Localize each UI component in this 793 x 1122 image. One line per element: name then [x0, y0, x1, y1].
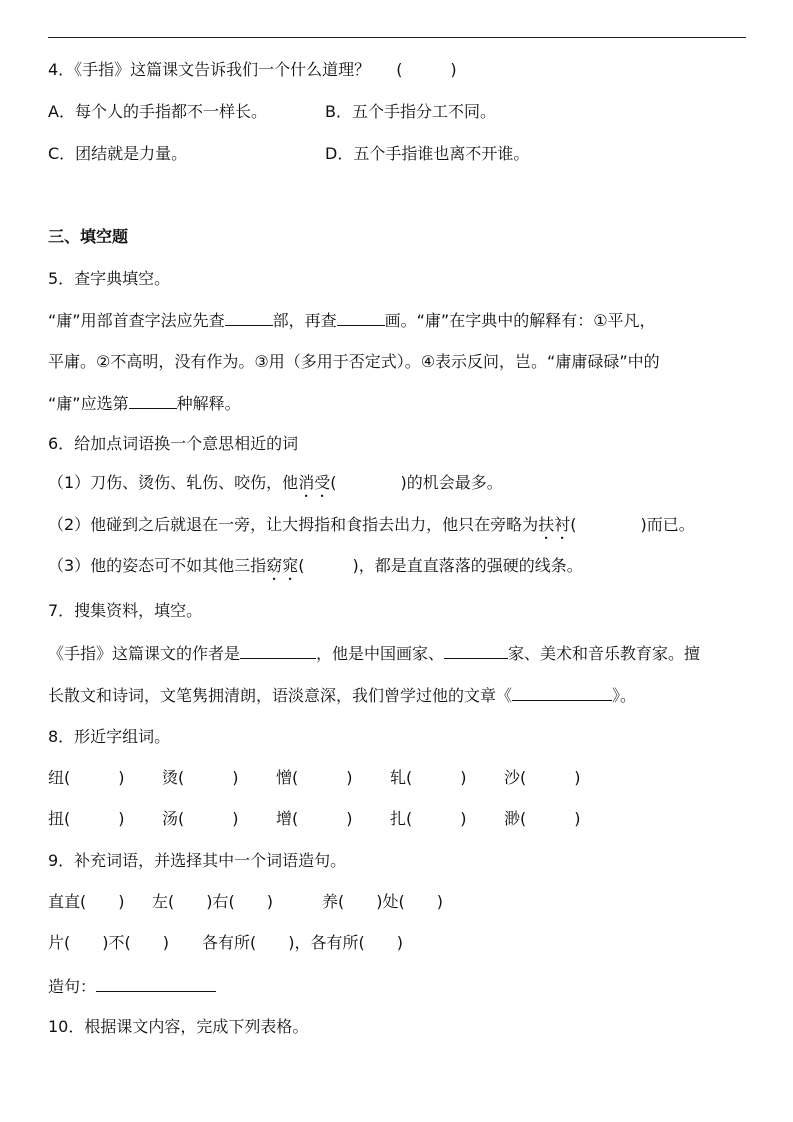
q7-blank-profession[interactable] [444, 642, 508, 659]
q9-row-1 [48, 891, 443, 913]
q6-answer-1[interactable]: ( )的机会最多。 [330, 473, 503, 492]
q7-line-1: 《手指》这篇课文的作者是 ，他是中国画家、 家、美术和音乐教育家。擅 [48, 644, 701, 663]
q9-sentence-blank[interactable] [96, 975, 216, 992]
q5-line-3: “庸”应选第 种解释。 [48, 394, 241, 413]
q9-item[interactable]: 左( )右( ) [152, 892, 273, 911]
top-rule [48, 37, 746, 38]
q9-item[interactable]: 养( )处( ) [322, 892, 443, 911]
q4-answer-paren[interactable]: ( ) [396, 60, 457, 79]
q8-item[interactable]: 憎( ) [276, 768, 353, 787]
q8-item[interactable]: 汤( ) [162, 809, 239, 828]
q4-options-row-1 [48, 101, 496, 123]
q7-stem: 7．搜集资料，填空。 [48, 601, 203, 620]
q6-dotted-word-1: 消受 [298, 473, 331, 492]
q6-stem: 6．给加点词语换一个意思相近的词 [48, 434, 299, 453]
q5-line-2: 平庸。②不高明，没有作为。③用（多用于否定式）。④表示反问，岂。“庸庸碌碌”中的 [48, 352, 660, 371]
q8-item[interactable]: 沙( ) [504, 768, 581, 787]
q8-item[interactable]: 扎( ) [390, 809, 467, 828]
q8-row-1 [48, 767, 581, 789]
q8-item[interactable]: 渺( ) [504, 809, 581, 828]
q8-item[interactable]: 纽( ) [48, 768, 125, 787]
q5-stem: 5．查字典填空。 [48, 269, 171, 288]
q5-blank-radical[interactable] [225, 309, 273, 326]
q4-option-d[interactable]: D．五个手指谁也离不开谁。 [325, 144, 530, 163]
q7-line-2: 长散文和诗词，文笔隽拥清朗，语淡意深，我们曾学过他的文章《 》。 [48, 686, 637, 705]
q9-row-2 [48, 932, 403, 954]
q6-dotted-word-3: 窈窕 [266, 556, 299, 575]
q8-item[interactable]: 增( ) [276, 809, 353, 828]
q8-item[interactable]: 轧( ) [390, 768, 467, 787]
q9-item[interactable]: 直直( ) [48, 892, 125, 911]
q5-blank-meaning[interactable] [129, 392, 177, 409]
q8-row-2 [48, 808, 581, 830]
q6-sub-3: （3）他的姿态可不如其他三指窈窕( )，都是直直落落的强硬的线条。 [48, 556, 583, 575]
q9-item[interactable]: 各有所( )，各有所( ) [202, 933, 403, 952]
q9-sentence: 造句： [48, 975, 216, 998]
q4-options-row-2 [48, 143, 529, 165]
q4-option-b[interactable]: B．五个手指分工不同。 [325, 102, 496, 121]
q6-sub-2: （2）他碰到之后就退在一旁，让大拇指和食指去出力，他只在旁略为扶衬( )而已。 [48, 515, 695, 534]
section-title: 三、填空题 [48, 227, 129, 246]
q4-stem: 4．《手指》这篇课文告诉我们一个什么道理？ ( ) [48, 60, 457, 79]
q4-option-a[interactable]: A．每个人的手指都不一样长。 [48, 102, 267, 121]
q6-answer-3[interactable]: ( )，都是直直落落的强硬的线条。 [298, 556, 583, 575]
q8-item[interactable]: 扭( ) [48, 809, 125, 828]
q7-blank-author[interactable] [240, 642, 316, 659]
q6-answer-2[interactable]: ( )而已。 [570, 515, 695, 534]
q7-blank-article[interactable] [512, 684, 612, 701]
q9-item[interactable]: 片( )不( ) [48, 933, 169, 952]
q9-stem: 9．补充词语，并选择其中一个词语造句。 [48, 851, 347, 870]
q6-sub-1: （1）刀伤、烫伤、轧伤、咬伤，他消受( )的机会最多。 [48, 473, 503, 492]
q6-dotted-word-2: 扶衬 [538, 515, 571, 534]
q8-stem: 8．形近字组词。 [48, 727, 171, 746]
q4-option-c[interactable]: C．团结就是力量。 [48, 144, 188, 163]
q8-item[interactable]: 烫( ) [162, 768, 239, 787]
q5-line-1: “庸”用部首查字法应先查 部，再查 画。“庸”在字典中的解释有：①平凡， [48, 311, 656, 330]
q10-stem: 10．根据课文内容，完成下列表格。 [48, 1017, 309, 1036]
q5-blank-strokes[interactable] [337, 309, 385, 326]
